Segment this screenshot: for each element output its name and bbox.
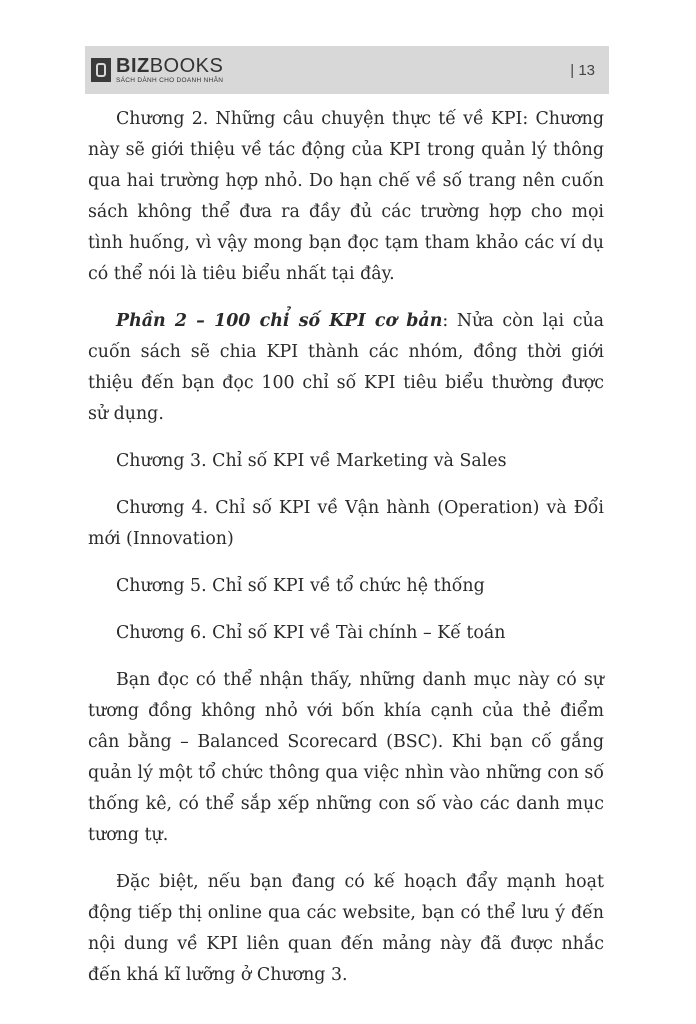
- logo-tagline: SÁCH DÀNH CHO DOANH NHÂN: [116, 76, 224, 84]
- paragraph-chapter-6: Chương 6. Chỉ số KPI về Tài chính – Kế toán: [116, 623, 506, 643]
- logo-text: [116, 56, 223, 85]
- paragraph-chapter-3: Chương 3. Chỉ số KPI về Marketing và Sales: [116, 451, 507, 471]
- paragraph-chapter-5: Chương 5. Chỉ số KPI về tổ chức hệ thống: [116, 576, 485, 596]
- publisher-logo: [91, 56, 223, 85]
- paragraph-chapter-4: Chương 4. Chỉ số KPI về Vận hành (Operation) và Đổi mới (Innovation): [88, 498, 604, 549]
- page-number: | 13: [570, 61, 595, 79]
- logo-brand: [116, 56, 223, 76]
- bizbooks-logo-icon: [91, 58, 111, 82]
- logo-brand-thin: BOOKS: [149, 54, 224, 77]
- logo-brand-bold: BIZ: [116, 54, 150, 77]
- paragraph-chapter-2: Chương 2. Những câu chuyện thực tế về KPI: Chương này sẽ giới thiệu về tác động của KPI trong quản lý thông qua hai trường hợp nhỏ. Do hạn chế về số trang nên cuốn sách không thể đưa ra đầy đủ các trường hợp cho mọi tình huống, vì vậy mong bạn đọc tạm tham khảo các ví dụ có thể nói là tiêu biểu nhất tại đây.: [88, 109, 604, 284]
- paragraph-online-marketing: Đặc biệt, nếu bạn đang có kế hoạch đẩy mạnh hoạt động tiếp thị online qua các website, bạn có thể lưu ý đến nội dung về KPI liên quan đến mảng này đã được nhắc đến khá kĩ lưỡng ở Chương 3.: [88, 872, 604, 985]
- page-body: [88, 104, 604, 1007]
- paragraph-bsc: Bạn đọc có thể nhận thấy, những danh mục này có sự tương đồng không nhỏ với bốn khía cạnh của thẻ điểm cân bằng – Balanced Scorecard (BSC). Khi bạn cố gắng quản lý một tổ chức thông qua việc nhìn vào những con số thống kê, có thể sắp xếp những con số vào các danh mục tương tự.: [88, 670, 604, 845]
- paragraph-part-2: [88, 306, 604, 430]
- part-2-description: : Nửa còn lại của cuốn sách sẽ chia KPI thành các nhóm, đồng thời giới thiệu đến bạn đọc 100 chỉ số KPI tiêu biểu thường được sử dụng.: [88, 311, 605, 424]
- part-2-heading: Phần 2 – 100 chỉ số KPI cơ bản: [116, 311, 443, 331]
- page-header: [85, 46, 609, 94]
